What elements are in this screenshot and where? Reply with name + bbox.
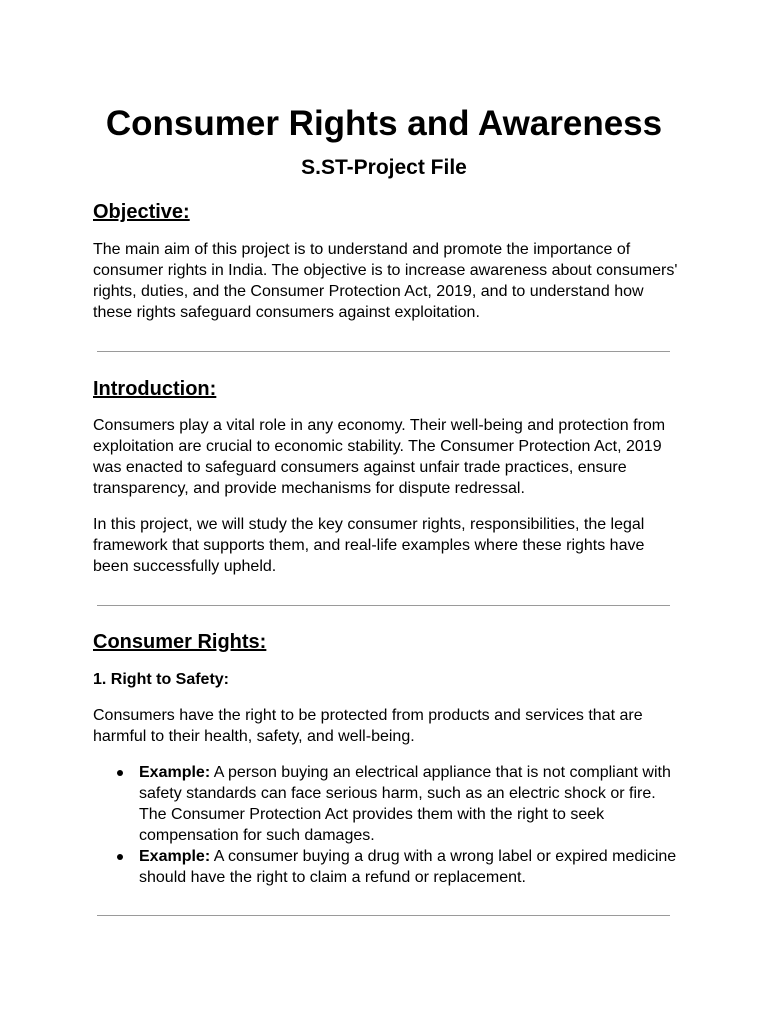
document-subtitle: S.ST-Project File — [301, 156, 467, 179]
right-to-safety-heading: 1. Right to Safety: — [93, 671, 230, 688]
objective-heading: Objective: — [93, 201, 190, 223]
introduction-paragraph-1: Consumers play a vital role in any economy. Their well-being and protection from exploitation are crucial to economic stability. The Consumer Protection Act, 2019 was enacted to safeguard consumers against unfair trade practices, ensure transparency, and provide mechanisms for dispute redressal. — [93, 417, 666, 497]
example-label: Example: — [139, 764, 211, 781]
right-to-safety-paragraph: Consumers have the right to be protected from products and services that are harmful to their health, safety, and well-being. — [93, 707, 643, 745]
section-divider — [97, 915, 670, 916]
objective-paragraph: The main aim of this project is to understand and promote the importance of consumer rights in India. The objective is to increase awareness about consumers' rights, duties, and the Consumer Protection Act, 2019, and to understand how these rights safeguard consumers against exploitation. — [93, 241, 678, 321]
bullet-icon — [117, 854, 123, 860]
example-text: A person buying an electrical appliance that is not compliant with safety standards can face serious harm, such as an electric shock or fire. The Consumer Protection Act provides them with the right to seek compensation for such damages. — [139, 764, 671, 844]
list-item — [93, 762, 683, 846]
document-title: Consumer Rights and Awareness — [105, 104, 663, 143]
introduction-heading: Introduction: — [93, 378, 217, 400]
bullet-icon — [117, 770, 123, 776]
example-text: A consumer buying a drug with a wrong label or expired medicine should have the right to claim a refund or replacement. — [139, 848, 677, 886]
introduction-paragraph-2: In this project, we will study the key consumer rights, responsibilities, the legal framework that supports them, and real-life examples where these rights have been successfully upheld. — [93, 516, 645, 575]
examples-list — [93, 762, 683, 888]
example-label: Example: — [139, 848, 211, 865]
section-divider — [97, 351, 670, 352]
section-divider — [97, 605, 670, 606]
list-item — [93, 846, 683, 888]
consumer-rights-heading: Consumer Rights: — [93, 631, 267, 653]
